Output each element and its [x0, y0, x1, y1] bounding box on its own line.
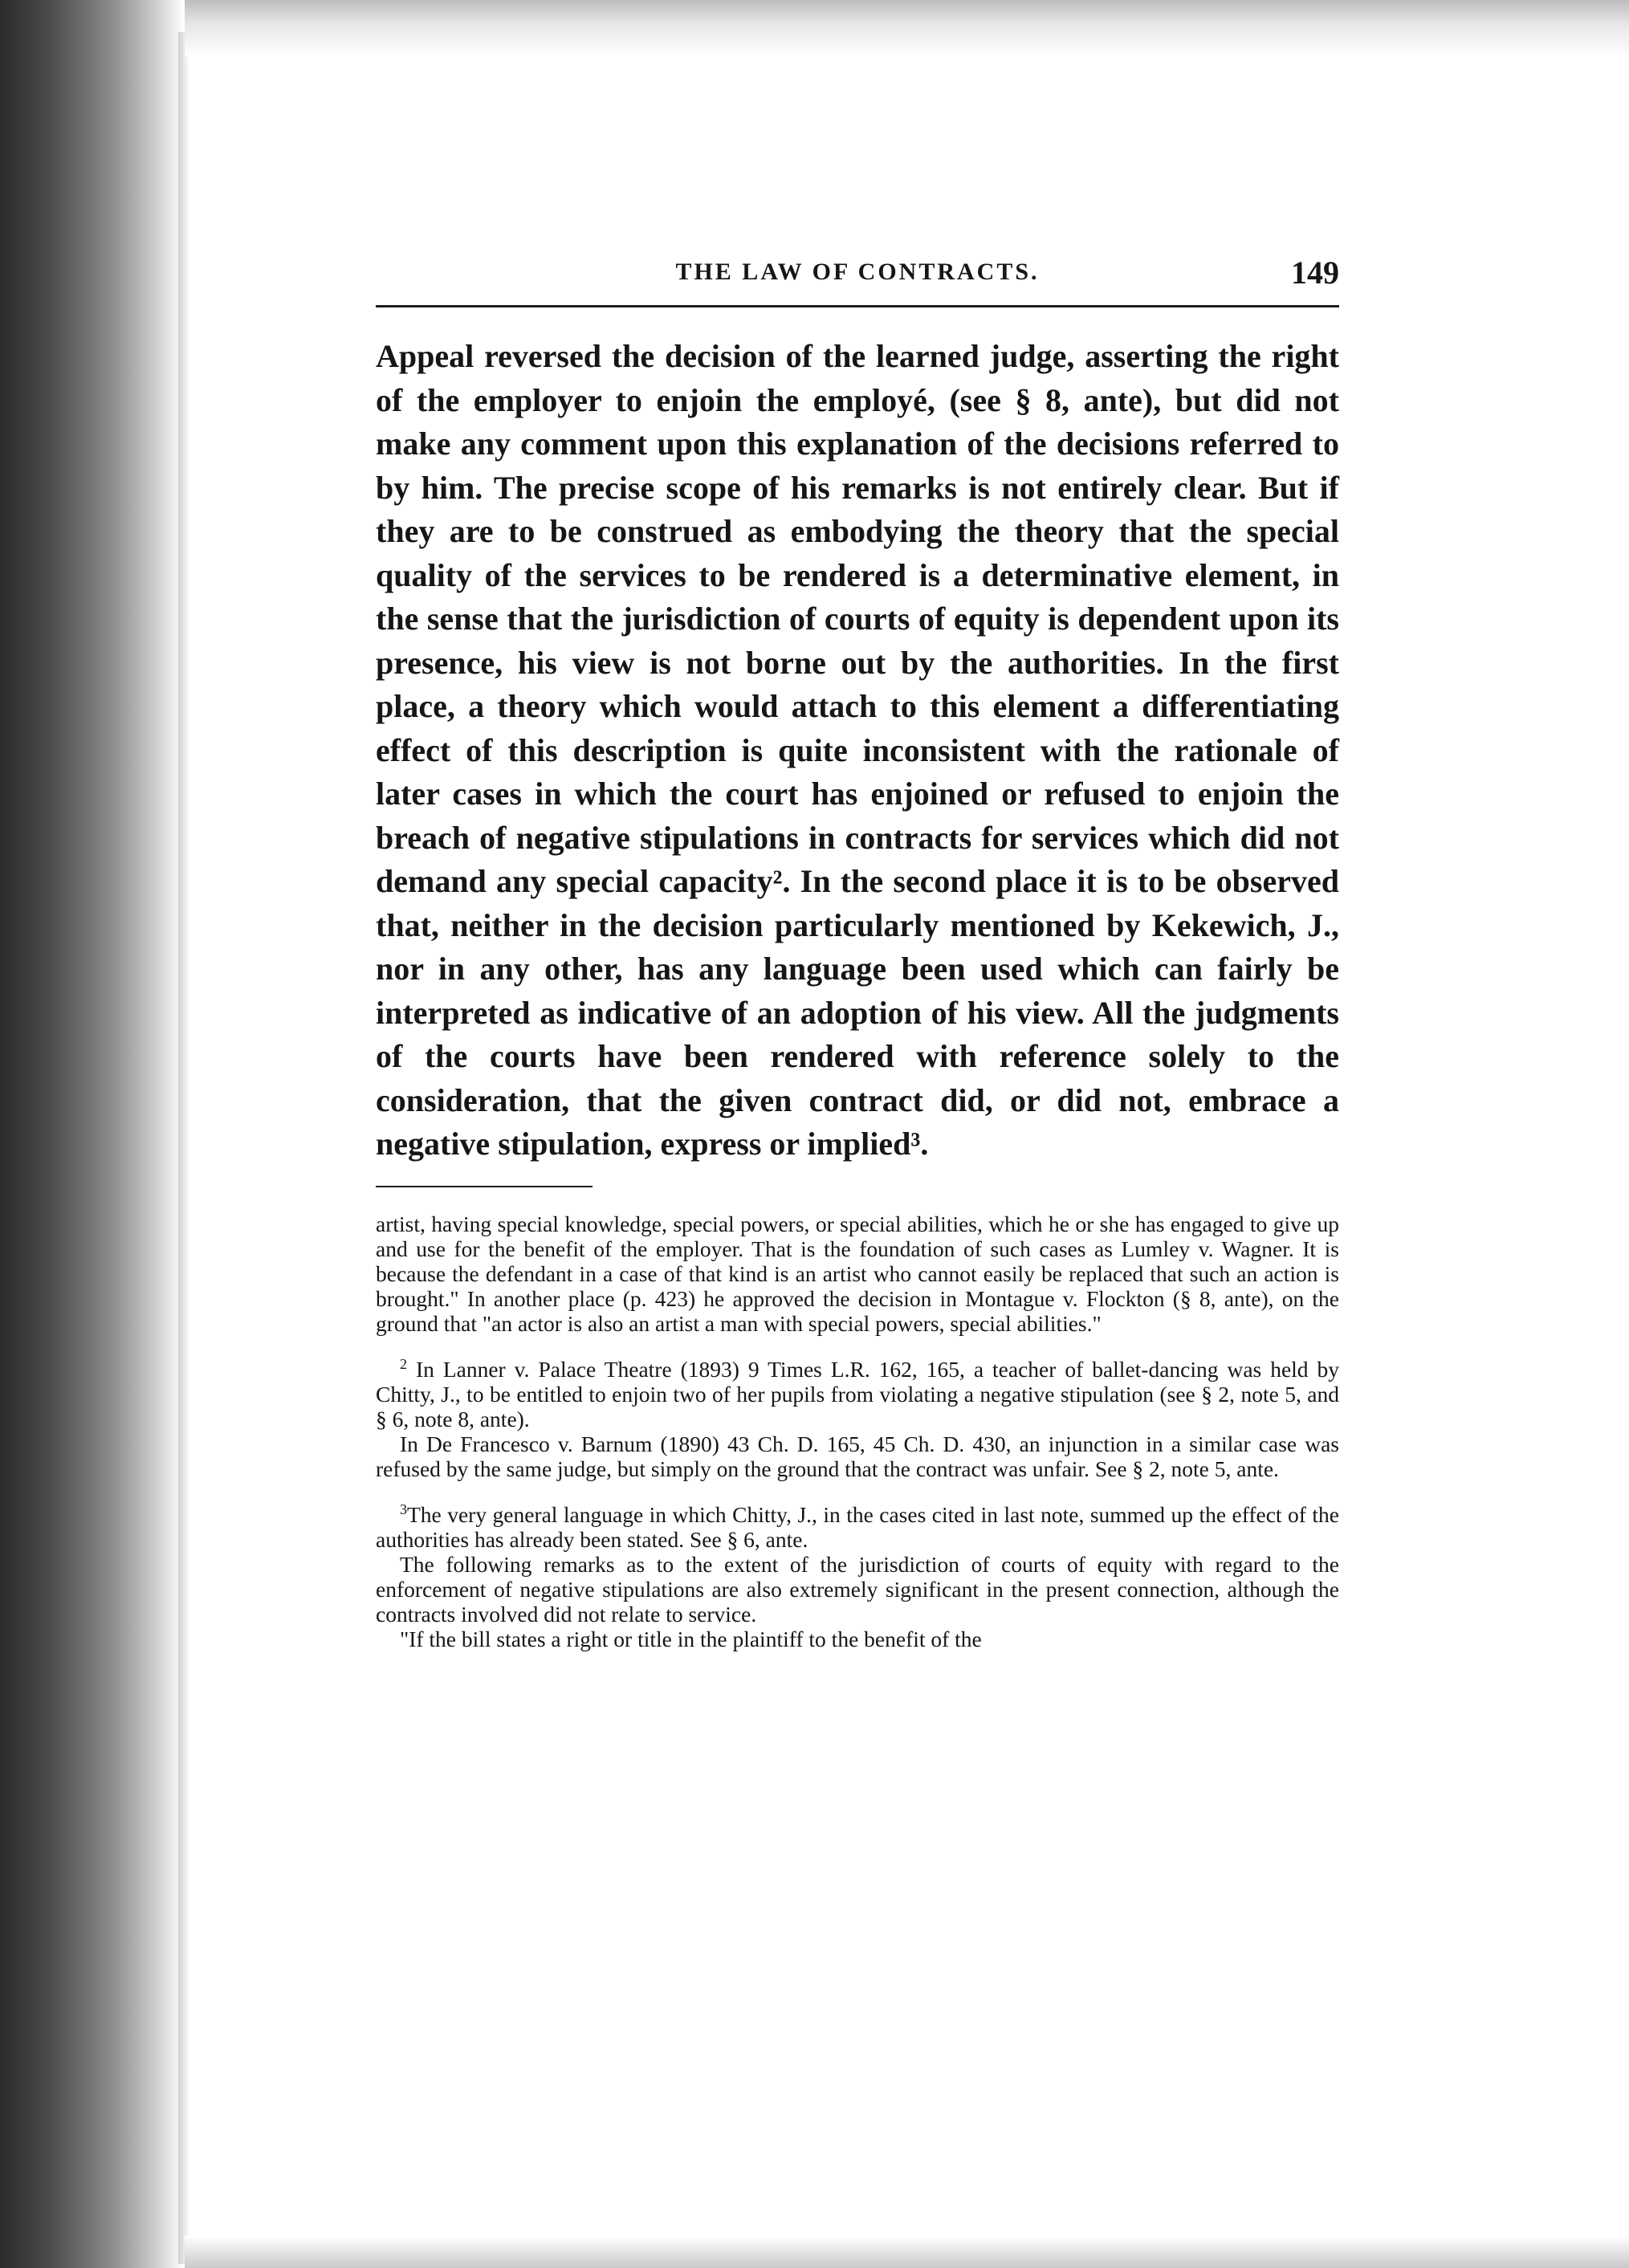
- footnote-3-text-1: The very general language in which Chitty, J., in the cases cited in last note, summed up the effect of the authorities has already been stated. See § 6, ante.: [376, 1501, 1339, 1552]
- running-head: [376, 241, 1339, 307]
- footnote-3: [376, 1497, 1339, 1651]
- scan-bottom-edge: [185, 2236, 1629, 2268]
- page-number: 149: [1291, 254, 1339, 291]
- scanned-page-inner-edge: [178, 32, 189, 2264]
- footnote-continued-text: artist, having special knowledge, special powers, or special abilities, which he or she has engaged to give up and use for the benefit of the employer. That is the foundation of such cases as Lumley v. Wagner. It is because the defendant in a case of that kind is an artist who cannot easily be replaced that such an action is brought." In another place (p. 423) he approved the decision in Montague v. Flockton (§ 8, ante), on the ground that "an actor is also an artist a man with special powers, special abilities.": [376, 1211, 1339, 1336]
- footnote-rule: [376, 1186, 593, 1187]
- running-head-title: THE LAW OF CONTRACTS.: [675, 259, 1040, 285]
- footnote-2-marker: 2: [400, 1355, 407, 1372]
- scanned-page-gutter-shadow: [0, 0, 185, 2268]
- body-paragraph: Appeal reversed the decision of the learned judge, asserting the right of the employer to enjoin the employé, (see § 8, ante), but did not make any comment upon this explanation of the decisions referred to by him. The precise scope of his remarks is not entirely clear. But if they are to be construed as embodying the theory that the special quality of the services to be rendered is a determinative element, in the sense that the jurisdiction of courts of equity is dependent upon its presence, his view is not borne out by the authorities. In the first place, a theory which would attach to this element a differentiating effect of this description is quite inconsistent with the rationale of later cases in which the court has enjoined or refused to enjoin the breach of negative stipulations in contracts for services which did not demand any special capacity². In the second place it is to be observed that, neither in the decision particularly mentioned by Kekewich, J., nor in any other, has any language been used which can fairly be interpreted as indicative of an adoption of his view. All the judgments of the courts have been rendered with reference solely to the consideration, that the given contract did, or did not, embrace a negative stipulation, express or implied³.: [376, 338, 1339, 1162]
- book-page: [376, 241, 1339, 1667]
- footnotes: [376, 1211, 1339, 1651]
- footnote-3-text-2: The following remarks as to the extent of the jurisdiction of courts of equity with regard to the enforcement of negative stipulations are also extremely significant in the present connection, although the contracts involved did not relate to service.: [376, 1551, 1339, 1627]
- footnote-2: [376, 1352, 1339, 1481]
- footnote-3-marker: 3: [400, 1500, 407, 1517]
- footnote-1-continued: [376, 1211, 1339, 1336]
- footnote-2-text-1: In Lanner v. Palace Theatre (1893) 9 Times L.R. 162, 165, a teacher of ballet-dancing was held by Chitty, J., to be entitled to enjoin two of her pupils from violating a negative stipulation (see § 2, note 5, and § 6, note 8, ante).: [376, 1356, 1339, 1431]
- footnote-3-text-3: "If the bill states a right or title in the plaintiff to the benefit of the: [400, 1626, 982, 1651]
- footnote-2-text-2: In De Francesco v. Barnum (1890) 43 Ch. D. 165, 45 Ch. D. 430, an injunction in a similar case was refused by the same judge, but simply on the ground that the contract was unfair. See § 2, note 5, ante.: [376, 1431, 1339, 1481]
- scan-top-edge: [185, 0, 1629, 56]
